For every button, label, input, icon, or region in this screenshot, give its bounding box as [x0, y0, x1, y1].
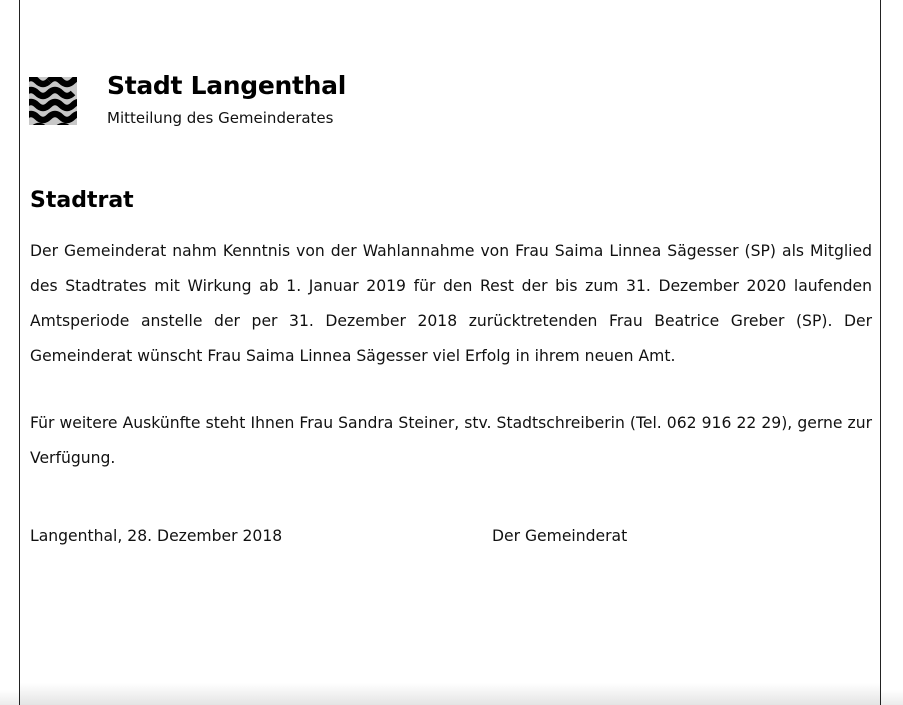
langenthal-coat-of-arms-icon: [29, 77, 77, 125]
contact-paragraph: Für weitere Auskünfte steht Ihnen Frau Sandra Steiner, stv. Stadtschreiberin (Tel. 062 916 22 29), gerne zur Verfügung.: [30, 414, 872, 467]
section-heading: Stadtrat: [30, 188, 134, 213]
signing-authority: Der Gemeinderat: [492, 527, 628, 545]
document-page: [19, 0, 881, 705]
place-date: Langenthal, 28. Dezember 2018: [30, 527, 283, 545]
page-bottom-fade: [20, 683, 880, 705]
organization-name: Stadt Langenthal: [107, 71, 347, 100]
body-paragraph: Der Gemeinderat nahm Kenntnis von der Wahlannahme von Frau Saima Linnea Sägesser (SP) als Mitglied des Stadtrates mit Wirkung ab 1. Januar 2019 für den Rest der bis zum 31. Dezember 2020 laufenden Amtsperiode anstelle der per 31. Dezember 2018 zurücktretenden Frau Beatrice Greber (SP). Der Gemeinderat wünscht Frau Saima Linnea Sägesser viel Erfolg in ihrem neuen Amt.: [30, 242, 872, 365]
organization-subtitle: Mitteilung des Gemeinderates: [107, 109, 334, 127]
